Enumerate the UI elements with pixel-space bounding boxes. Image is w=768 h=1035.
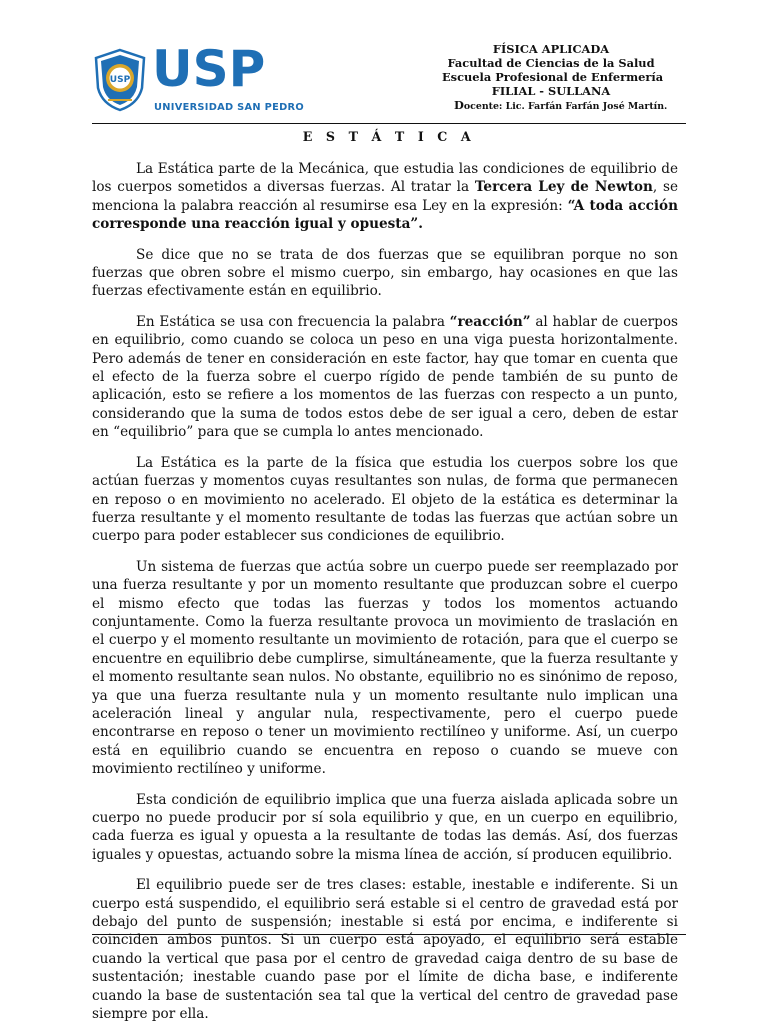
- school-name: Escuela Profesional de Enfermería: [442, 70, 664, 84]
- usp-acronym: USP: [152, 40, 266, 98]
- course-name: FÍSICA APLICADA: [492, 42, 610, 56]
- p1-bold-newton: Tercera Ley de Newton: [474, 179, 653, 196]
- footer-divider: [92, 934, 686, 935]
- paragraph-1: [92, 160, 678, 234]
- p1-bold-quote: “A toda acción corresponde una reacción igual y opuesta”.: [92, 197, 678, 233]
- teacher-initial: D: [454, 98, 464, 112]
- usp-logo: [92, 40, 305, 120]
- document-body: [92, 160, 678, 1035]
- p3-bold-reaccion: “reacción”: [449, 313, 531, 330]
- paragraph-2: Se dice que no se trata de dos fuerzas que se equilibran porque no son fuerzas que obren sobre el mismo cuerpo, sin embargo, hay ocasiones en que las fuerzas efectivamente están en equilibrio.: [92, 246, 678, 300]
- university-name: UNIVERSIDAD SAN PEDRO: [154, 102, 305, 113]
- paragraph-3: [92, 313, 678, 442]
- document-title: E S T Á T I C A: [302, 129, 476, 144]
- p3-text-c: al hablar de cuerpos en equilibrio, como cuando se coloca un peso en una viga puesta horizontalmente. Pero además de tener en consideración en este factor, hay que tomar en cuenta que el efecto de la fuerza sobre el cuerpo rígido de pende también de su punto de aplicación, esto se refiere a los momentos de las fuerzas con respecto a un punto, considerando que la suma de todos estos debe de ser igual a cero, deben de estar en “equilibrio” para que se cumpla lo antes mencionado.: [92, 313, 678, 441]
- p1-text-a: La Estática parte de la Mecánica, que estudia las condiciones de equilibrio de los cuerpos sometidos a diversas fuerzas. Al tratar la: [92, 161, 678, 196]
- university-shield-icon: [94, 48, 146, 112]
- p1-text-c: , se menciona la palabra reacción al resumirse esa Ley en la expresión:: [92, 179, 678, 214]
- shield-text: USP: [109, 75, 131, 85]
- teacher-line: [442, 98, 668, 114]
- branch-name: FILIAL - SULLANA: [491, 84, 611, 98]
- paragraph-6: Esta condición de equilibrio implica que una fuerza aislada aplicada sobre un cuerpo no puede producir por sí sola equilibrio y que, en un cuerpo en equilibrio, cada fuerza es igual y opuesta a la resultante de todas las demás. Así, dos fuerzas iguales y opuestas, actuando sobre la misma línea de acción, sí producen equilibrio.: [92, 791, 678, 863]
- course-info: [442, 42, 668, 114]
- paragraph-5: Un sistema de fuerzas que actúa sobre un cuerpo puede ser reemplazado por una fuerza resultante y por un momento resultante que produzcan sobre el cuerpo el mismo efecto que todas las fuerzas y todos los momentos actuando conjuntamente. Como la fuerza resultante provoca un movimiento de traslación en el cuerpo y el momento resultante un movimiento de rotación, para que el cuerpo se encuentre en equilibrio debe cumplirse, simultáneamente, que la fuerza resultante y el momento resultante sean nulos. No obstante, equilibrio no es sinónimo de reposo, ya que una fuerza resultante nula y un momento resultante nulo implican una aceleración lineal y angular nula, respectivamente, pero el cuerpo puede encontrarse en reposo o tener un movimiento rectilíneo y uniforme. Así, un cuerpo está en equilibrio cuando se encuentra en reposo o cuando se mueve con movimiento rectilíneo y uniforme.: [92, 558, 678, 778]
- faculty-name: Facultad de Ciencias de la Salud: [447, 56, 655, 70]
- header-divider: [92, 123, 686, 124]
- teacher-name: ocente: Lic. Farfán Farfán José Martín.: [463, 101, 668, 112]
- p3-text-a: En Estática se usa con frecuencia la palabra: [136, 313, 450, 330]
- page-header: [92, 38, 686, 124]
- paragraph-4: La Estática es la parte de la física que estudia los cuerpos sobre los que actúan fuerzas y momentos cuyas resultantes son nulas, de forma que permanecen en reposo o en movimiento no acelerado. El objeto de la estática es determinar la fuerza resultante y el momento resultante de todas las fuerzas que actúan sobre un cuerpo para poder establecer sus condiciones de equilibrio.: [92, 454, 678, 545]
- paragraph-7: El equilibrio puede ser de tres clases: estable, inestable e indiferente. Si un cuerpo está suspendido, el equilibrio será estable si el centro de gravedad está por debajo del punto de suspensión; inestable si está por encima, e indiferente si coinciden ambos puntos. Si un cuerpo está apoyado, el equilibrio será estable cuando la vertical que pasa por el centro de gravedad caiga dentro de su base de sustentación; inestable cuando pase por el límite de dicha base, e indiferente cuando la base de sustentación sea tal que la vertical del centro de gravedad pase siempre por ella.: [92, 877, 678, 1023]
